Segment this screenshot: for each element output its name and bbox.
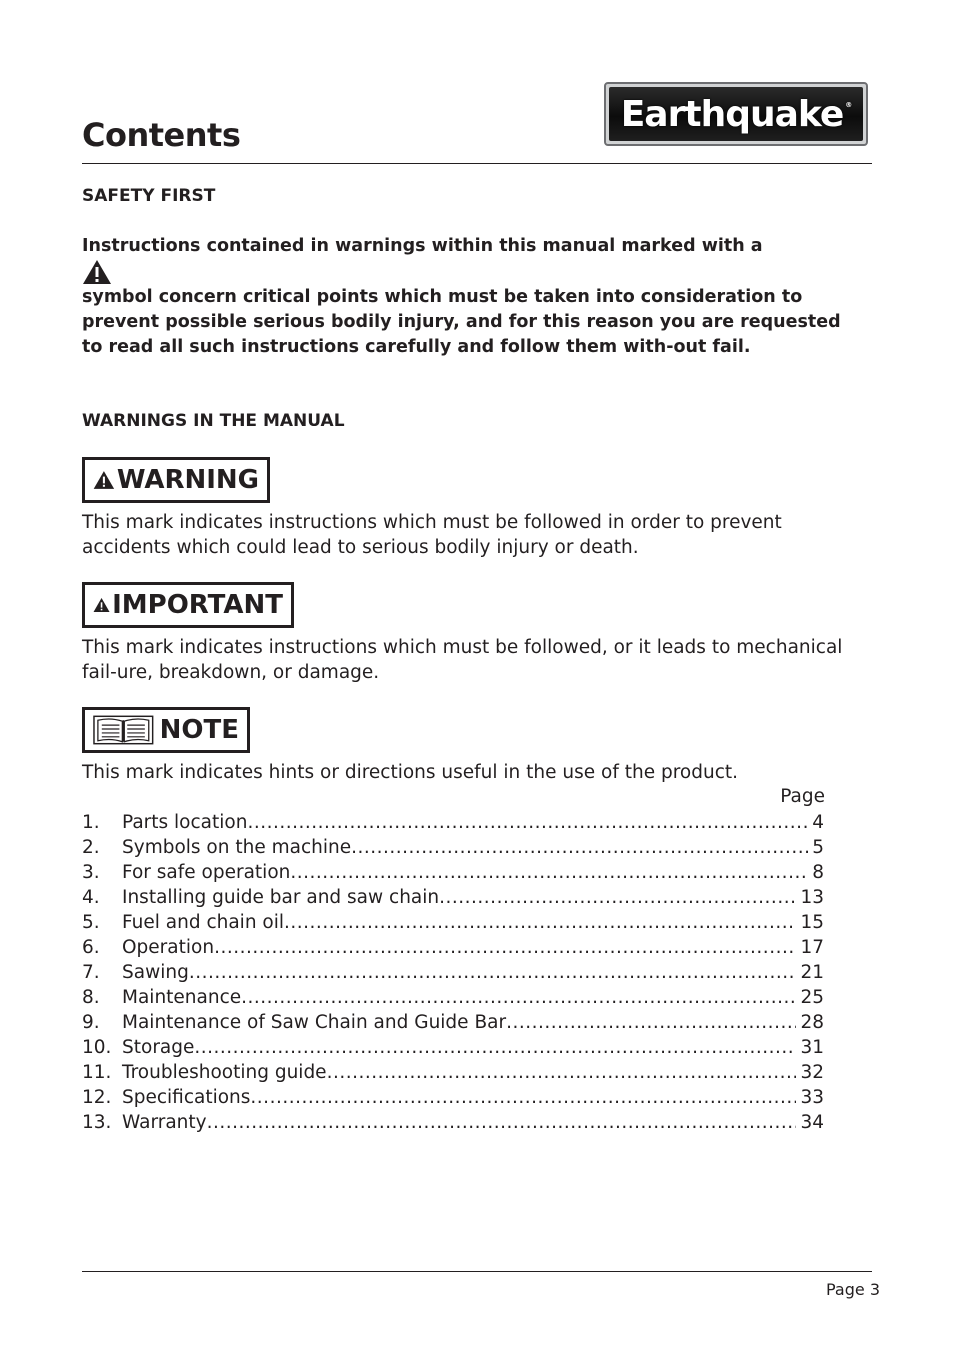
- footer-divider: [82, 1271, 872, 1272]
- registered-mark: ®: [845, 101, 852, 109]
- safety-heading: SAFETY FIRST: [82, 186, 216, 206]
- safety-intro-rest: symbol concern critical points which must be taken into consideration to prevent possible serious bodily injury, and for this reason you are requested to read all such instructions carefully and follow them with-out fail.: [82, 287, 841, 357]
- toc-entry[interactable]: 7. Sawing ..... 21: [82, 960, 824, 985]
- note-label: NOTE: [159, 715, 239, 745]
- warning-triangle-icon: [93, 591, 110, 619]
- safety-intro: [82, 234, 862, 360]
- warning-triangle-icon: [93, 466, 115, 494]
- toc-entry[interactable]: 2. Symbols on the machine ..... 5: [82, 835, 824, 860]
- toc-entry[interactable]: 5. Fuel and chain oil ..... 15: [82, 910, 824, 935]
- toc-entry[interactable]: 11. Troubleshooting guide ..... 32: [82, 1060, 824, 1085]
- toc-entry[interactable]: 10. Storage ..... 31: [82, 1035, 824, 1060]
- warning-badge: [82, 457, 270, 503]
- warning-description: This mark indicates instructions which must be followed in order to prevent accidents which could lead to serious bodily injury or death.: [82, 512, 782, 558]
- warning-triangle-icon: [82, 259, 112, 285]
- toc-entry[interactable]: 1. Parts location ..... 4: [82, 810, 824, 835]
- note-badge: [82, 707, 250, 753]
- warnings-heading: WARNINGS IN THE MANUAL: [82, 411, 345, 431]
- toc-page-column-label: Page: [780, 786, 825, 807]
- warning-label: WARNING: [116, 465, 259, 495]
- important-badge: [82, 582, 294, 628]
- open-book-icon: [93, 715, 154, 745]
- toc-entry[interactable]: 3. For safe operation ..... 8: [82, 860, 824, 885]
- toc-entry[interactable]: 13. Warranty ..... 34: [82, 1110, 824, 1135]
- important-label: IMPORTANT: [112, 590, 283, 620]
- page-number: Page 3: [826, 1280, 880, 1299]
- page-title: Contents: [82, 116, 241, 154]
- toc-entry[interactable]: 4. Installing guide bar and saw chain ..... 13: [82, 885, 824, 910]
- important-description: This mark indicates instructions which must be followed, or it leads to mechanical fail-ure, breakdown, or damage.: [82, 637, 843, 683]
- brand-logo: [604, 82, 868, 146]
- safety-intro-line1: Instructions contained in warnings within this manual marked with a: [82, 236, 763, 256]
- logo-text: Earthquake: [620, 93, 844, 135]
- note-description: This mark indicates hints or directions useful in the use of the product.: [82, 762, 739, 783]
- toc-entry[interactable]: 8. Maintenance ..... 25: [82, 985, 824, 1010]
- toc-entry[interactable]: 12. Specifications ..... 33: [82, 1085, 824, 1110]
- table-of-contents: [82, 810, 824, 1135]
- toc-entry[interactable]: 9. Maintenance of Saw Chain and Guide Bar ..... 28: [82, 1010, 824, 1035]
- header-divider: [82, 163, 872, 164]
- toc-entry[interactable]: 6. Operation ..... 17: [82, 935, 824, 960]
